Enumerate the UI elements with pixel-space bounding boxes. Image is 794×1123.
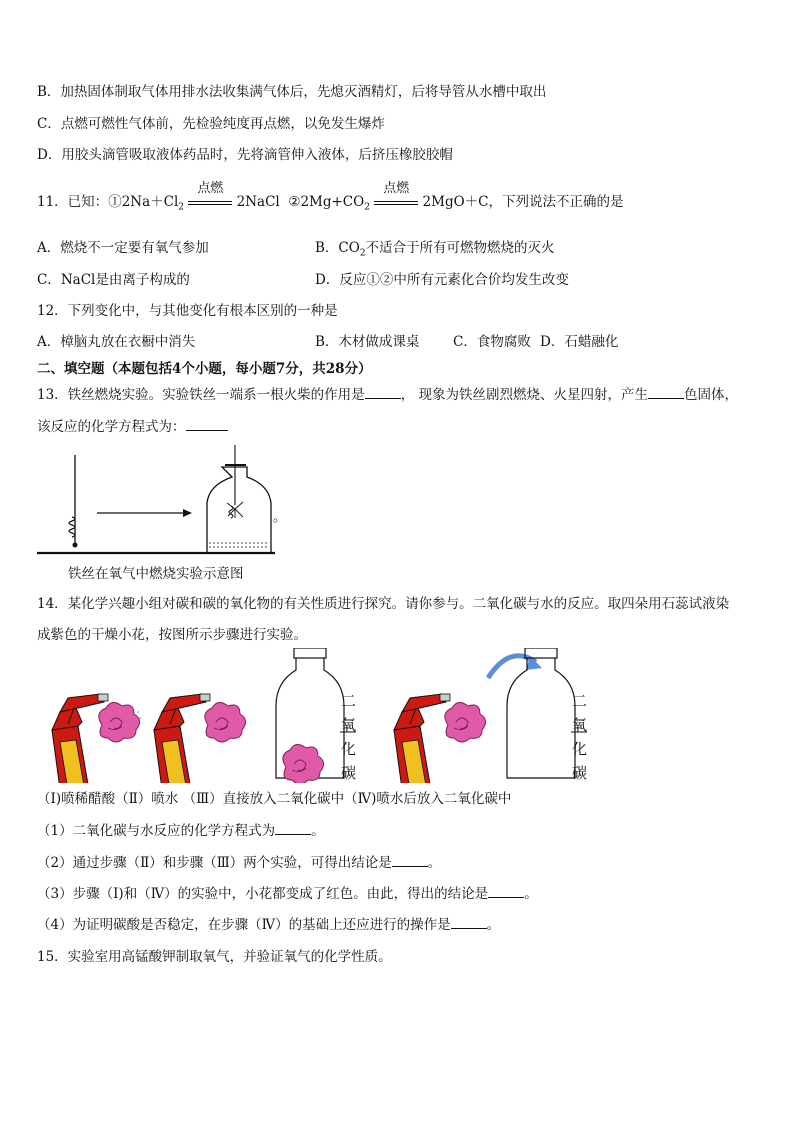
- arrow-head: [183, 509, 192, 517]
- flower-step-1: [99, 702, 140, 742]
- q10-option-b: B．加热固体制取气体用排水法收集满气体后，先熄灭酒精灯，后将导管从水槽中取出: [37, 84, 547, 100]
- reaction-condition-2: 点燃: [374, 193, 418, 211]
- answer-blank: [392, 854, 428, 867]
- figure-caption: 铁丝在氧气中燃烧实验示意图: [68, 566, 244, 582]
- q14-sub-2: （2）通过步骤（Ⅱ）和步骤（Ⅲ）两个实验，可得出结论是 。: [37, 855, 442, 871]
- flower-step-3: [283, 744, 324, 783]
- q14-sub-3: （3）步骤（Ⅰ)和（Ⅳ）的实验中，小花都变成了红色。由此，得出的结论是 。: [37, 886, 538, 902]
- q10-option-c: C．点燃可燃性气体前，先检验纯度再点燃，以免发生爆炸: [37, 116, 385, 132]
- svg-text:碳: 碳: [572, 764, 588, 782]
- q12-option-a: A．樟脑丸放在衣橱中消失: [37, 334, 196, 350]
- q11-option-c: C．NaCl是由离子构成的: [37, 272, 190, 288]
- flower-experiment-figure: [30, 648, 600, 783]
- q11-option-a: A．燃烧不一定要有氧气参加: [37, 240, 209, 256]
- q15-stem: 15．实验室用高锰酸钾制取氧气，并验证氧气的化学性质。: [37, 949, 392, 965]
- q12-option-b: B．木材做成课桌: [315, 334, 420, 350]
- flower-step-4: [445, 702, 486, 742]
- iron-wire-figure: [37, 445, 287, 560]
- q13-line-2: 该反应的化学方程式为：: [37, 418, 228, 436]
- svg-text:化: 化: [572, 740, 588, 758]
- spray-bottle-water: [154, 694, 210, 783]
- water-layer: [209, 543, 269, 547]
- answer-blank: [451, 916, 487, 929]
- svg-text:化: 化: [341, 740, 357, 758]
- spray-bottle-vinegar: [52, 694, 108, 783]
- answer-blank: [488, 885, 524, 898]
- q14-line-2: 成紫色的干燥小花，按图所示步骤进行实验。: [37, 627, 307, 643]
- steps-caption: （Ⅰ)喷稀醋酸（Ⅱ）喷水 （Ⅲ）直接放入二氧化碳中（Ⅳ)喷水后放入二氧化碳中: [37, 791, 512, 807]
- co2-jar-2: [507, 648, 587, 778]
- spray-bottle-water-2: [394, 694, 450, 783]
- answer-blank: [648, 386, 684, 399]
- section-2-title: 二、填空题（本题包括4个小题，每小题7分，共28分）: [37, 361, 372, 377]
- match-head: [73, 543, 78, 548]
- wire-coil: [69, 517, 75, 537]
- q11-option-d: D．反应①②中所有元素化合价均发生改变: [315, 272, 569, 288]
- q12-option-c: C．食物腐败: [453, 334, 531, 350]
- svg-text:氧: 氧: [572, 716, 588, 734]
- svg-text:氧: 氧: [341, 716, 357, 734]
- co2-label-1: [341, 692, 356, 782]
- q11-option-b: B．$CO_2$不适合于所有可燃物燃烧的灭火: [315, 240, 555, 259]
- answer-blank: [186, 418, 228, 431]
- q12-stem: 12．下列变化中，与其他变化有根本区别的一种是: [37, 303, 338, 319]
- q14-sub-1: （1）二氧化碳与水反应的化学方程式为 。: [37, 823, 325, 839]
- reaction-condition-1: 点燃: [188, 193, 232, 211]
- period: 。: [273, 510, 287, 525]
- answer-blank: [365, 386, 401, 399]
- svg-text:二: 二: [341, 692, 357, 710]
- co2-label-2: [572, 692, 587, 782]
- q14-sub-4: （4）为证明碳酸是否稳定，在步骤（Ⅳ）的基础上还应进行的操作是 。: [37, 917, 501, 933]
- q13-line-1: 13．铁丝燃烧实验。实验铁丝一端系一根火柴的作用是 ， 现象为铁丝剧烈燃烧、火星四射，产生 色固体，: [37, 387, 738, 403]
- q11-stem: 11．已知：$①2Na+Cl_2$ 点燃 2NaCl $②2Mg+CO_2$ 点燃 2MgO＋C，下列说法不正确的是: [37, 181, 624, 213]
- flower-step-2: [205, 702, 246, 742]
- q10-option-d: D．用胶头滴管吸取液体药品时，先将滴管伸入液体，后挤压橡胶胶帽: [37, 147, 453, 163]
- gas-jar: [207, 467, 271, 553]
- q14-line-1: 14．某化学兴趣小组对碳和碳的氧化物的有关性质进行探究。请你参与。二氧化碳与水的反应。取四朵用石蕊试液染: [37, 596, 730, 612]
- svg-text:二: 二: [572, 692, 588, 710]
- q12-option-d: D．石蜡融化: [540, 334, 619, 350]
- answer-blank: [275, 822, 311, 835]
- svg-text:碳: 碳: [341, 764, 357, 782]
